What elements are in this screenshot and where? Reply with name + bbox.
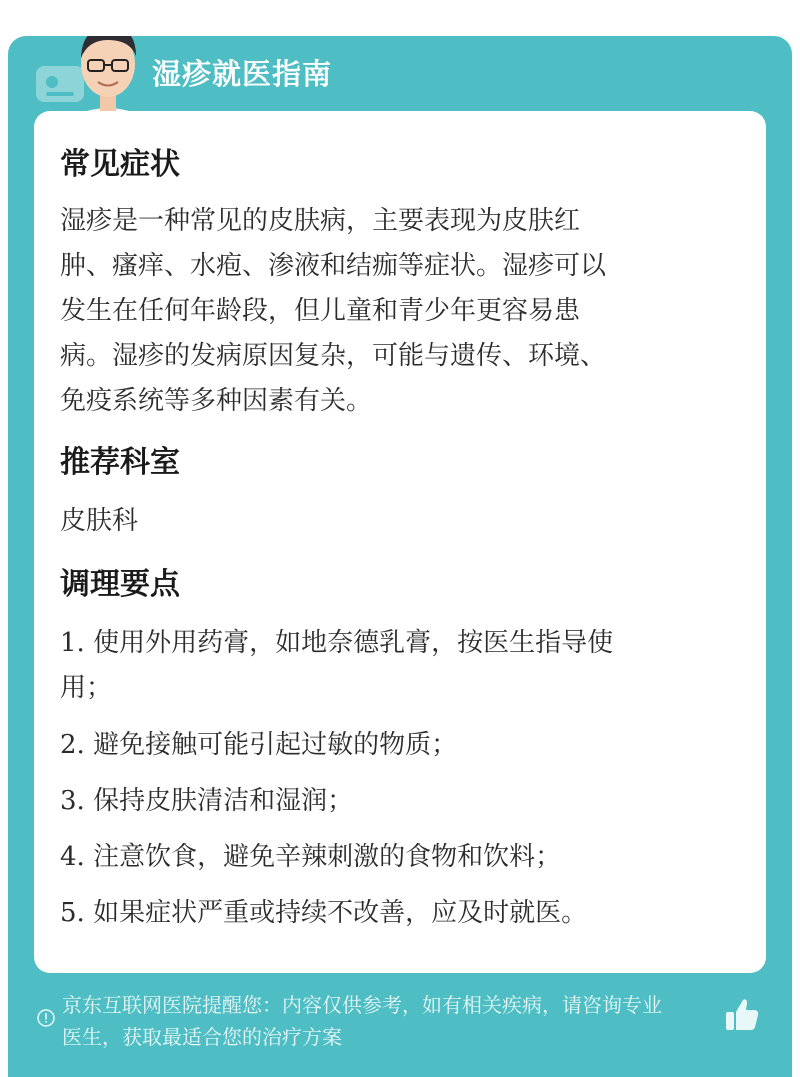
disclaimer bbox=[62, 989, 732, 1053]
department-value: 皮肤科 bbox=[60, 506, 139, 536]
symptoms-line: 发生在任何年龄段，但儿童和青少年更容易患 bbox=[60, 296, 581, 326]
department-title: 推荐科室 bbox=[60, 445, 180, 480]
info-icon bbox=[36, 1008, 56, 1028]
symptoms-line: 病。湿疹的发病原因复杂，可能与遗传、环境、 bbox=[60, 341, 607, 371]
thumbs-up-icon[interactable] bbox=[722, 994, 762, 1034]
item-number: 5. bbox=[60, 898, 85, 928]
item-text: 注意饮食，避免辛辣刺激的食物和饮料； bbox=[93, 842, 562, 872]
guide-panel bbox=[8, 36, 792, 1077]
care-title: 调理要点 bbox=[60, 567, 180, 602]
list-item bbox=[60, 723, 740, 768]
item-number: 3. bbox=[60, 786, 85, 816]
list-item bbox=[60, 835, 740, 880]
symptoms-line: 湿疹是一种常见的皮肤病，主要表现为皮肤红 bbox=[60, 206, 581, 236]
item-number: 4. bbox=[60, 842, 85, 872]
item-text: 如果症状严重或持续不改善，应及时就医。 bbox=[93, 898, 588, 928]
list-item bbox=[60, 891, 740, 936]
item-number: 1. bbox=[60, 628, 85, 658]
symptoms-text bbox=[60, 199, 720, 424]
item-text: 避免接触可能引起过敏的物质； bbox=[93, 730, 458, 760]
disclaimer-line: 医生，获取最适合您的治疗方案 bbox=[62, 1025, 342, 1049]
page-title: 湿疹就医指南 bbox=[152, 57, 333, 91]
content-card bbox=[34, 111, 766, 973]
item-text: 保持皮肤清洁和湿润； bbox=[93, 786, 354, 816]
disclaimer-line: 京东互联网医院提醒您：内容仅供参考，如有相关疾病，请咨询专业 bbox=[62, 993, 662, 1017]
item-text: 使用外用药膏，如地奈德乳膏，按医生指导使 bbox=[93, 628, 614, 658]
symptoms-line: 肿、瘙痒、水疱、渗液和结痂等症状。湿疹可以 bbox=[60, 251, 607, 281]
item-number: 2. bbox=[60, 730, 85, 760]
symptoms-line: 免疫系统等多种因素有关。 bbox=[60, 386, 373, 416]
list-item bbox=[60, 621, 740, 711]
item-text: 用； bbox=[60, 673, 113, 703]
symptoms-title: 常见症状 bbox=[60, 147, 180, 182]
list-item bbox=[60, 779, 740, 824]
